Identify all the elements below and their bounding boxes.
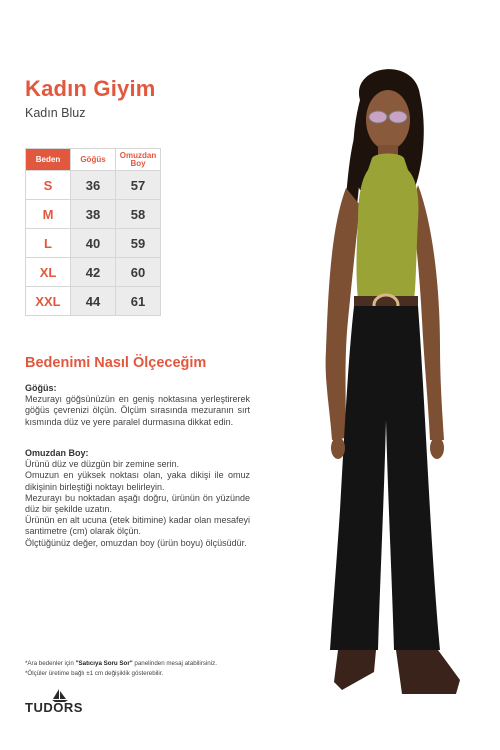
model-pants [330,306,440,650]
length-cell: 61 [116,287,161,316]
length-guide-step: Mezurayı bu noktadan aşağı doğru, ürünün ön yüzünde düz bir şekilde uzatın. [25,492,250,515]
chest-cell: 36 [71,171,116,200]
table-row [26,258,161,287]
table-row [26,229,161,258]
length-guide-step: Ürünü düz ve düzgün bir zemine serin. [25,459,180,470]
chest-guide-text: Mezurayı göğsünüzün en geniş noktasına yerleştirerek göğüs çevrenizi ölçün. Ölçüm sırasında mezuranın sırt kısmında düz ve yere paralel durmasına dikkat edin. [25,394,250,427]
table-row [26,200,161,229]
size-cell: S [26,171,71,200]
length-guide-step: Ölçtüğünüz değer, omuzdan boy (ürün boyu) ölçüsüdür. [25,537,247,548]
model-right-shoe [396,650,460,694]
length-cell: 57 [116,171,161,200]
table-header-row [26,149,161,171]
header-size: Beden [26,149,71,171]
length-guide-label: Omuzdan Boy: [25,448,89,458]
footnote-1-prefix: *Ara bedenler için [25,660,76,667]
length-guide-step: Ürünün en alt ucuna (etek bitimine) kadar olan mesafeyi santimetre (cm) olarak ölçün. [25,515,250,537]
size-cell: L [26,229,71,258]
length-cell: 59 [116,229,161,258]
brand-name: TUDORS [25,700,83,715]
size-cell: XXL [26,287,71,316]
footnote-1-suffix: panelinden mesaj atabilirsiniz. [132,660,217,667]
brand-logo [25,688,100,718]
chest-cell: 40 [71,229,116,258]
length-guide [25,448,250,549]
model-left-shoe [334,650,376,690]
model-photo [290,60,480,710]
footnotes [25,659,217,679]
chest-guide [25,383,250,428]
chest-cell: 42 [71,258,116,287]
length-guide-step: Omuzun en yüksek noktası olan, yaka dikişi ile omuz dikişinin birleştiği noktayı belirleyin. [25,470,250,492]
model-top [357,154,419,301]
header-chest: Göğüs [71,149,116,171]
page-subtitle: Kadın Bluz [25,106,86,120]
chest-guide-label: Göğüs: [25,383,57,393]
table-row [26,171,161,200]
table-row [26,287,161,316]
footnote-1 [25,659,217,669]
chest-cell: 38 [71,200,116,229]
page-title: Kadın Giyim [25,76,156,101]
size-cell: XL [26,258,71,287]
size-table [25,148,161,316]
footnote-1-highlight: "Satıcıya Soru Sor" [75,660,133,667]
size-cell: M [26,200,71,229]
guide-heading: Bedenimi Nasıl Ölçeceğim [25,355,207,371]
header-length: Omuzdan Boy [116,149,161,171]
chest-cell: 44 [71,287,116,316]
footnote-2: *Ölçüler üretime bağlı ±1 cm değişiklik gösterebilir. [25,670,164,677]
length-cell: 58 [116,200,161,229]
length-cell: 60 [116,258,161,287]
